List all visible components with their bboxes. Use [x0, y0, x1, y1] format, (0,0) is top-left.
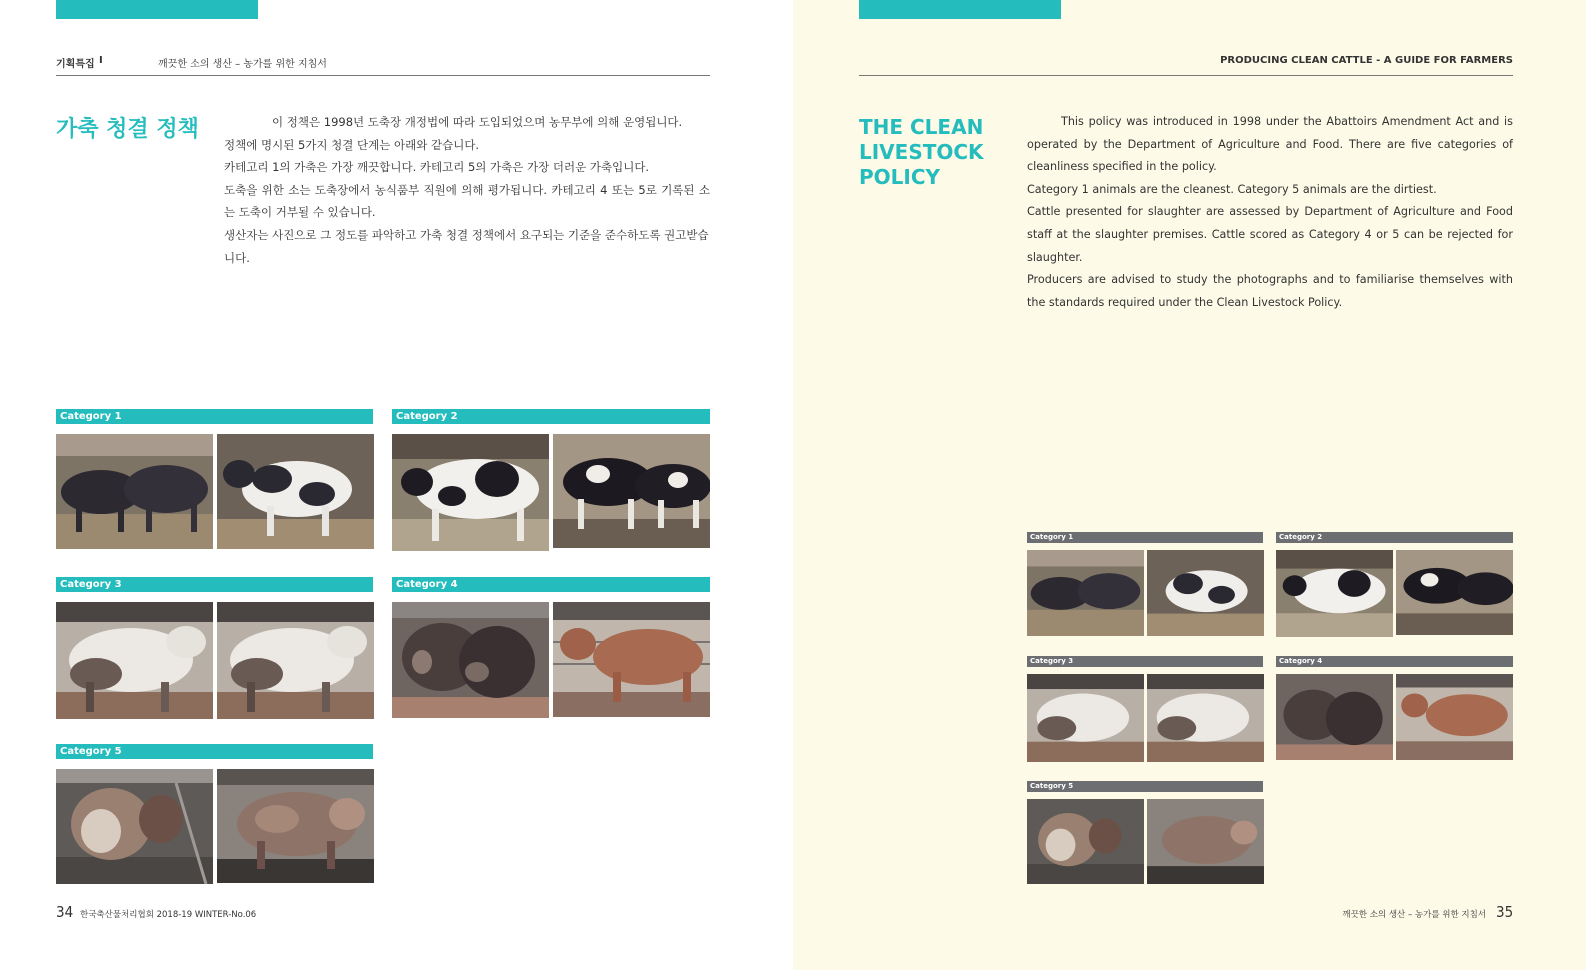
category-2-bar-small: Category 2	[1276, 532, 1513, 543]
header-section-label: 기획특집	[56, 59, 95, 70]
page-number: 34	[56, 903, 74, 921]
section-title: 가축 청결 정책	[56, 117, 199, 142]
category-1-bar-small: Category 1	[1027, 532, 1263, 543]
category-3-bar: Category 3	[56, 577, 373, 592]
header-title-english: PRODUCING CLEAN CATTLE - A GUIDE FOR FARMERS	[1220, 55, 1513, 66]
category-4-photo-b-small-image	[1396, 674, 1513, 760]
right-top-tab	[859, 0, 1061, 19]
paragraph-5: 생산자는 사진으로 그 정도를 파악하고 가축 청결 정책에서 요구되는 기준을 준수하도록 권고받습니다.	[224, 227, 709, 265]
category-5-photo-b-image	[217, 769, 374, 883]
title-line-3: POLICY	[859, 165, 941, 189]
category-2-photo-b-image	[553, 434, 710, 548]
paragraph-en-1: This policy was introduced in 1998 under the Abattoirs Amendment Act and is operated by the Department of Agriculture and Food. There are five categories of cleanliness specified in the policy.	[1027, 115, 1513, 174]
paragraph-en-4: Producers are advised to study the photographs and to familiarise themselves with the standards required under the Clean Livestock Policy.	[1027, 273, 1513, 309]
category-4-photo-a-small-image	[1276, 674, 1393, 760]
category-3-photo-b-image	[217, 602, 374, 719]
paragraph-2: 정책에 명시된 5가지 청결 단계는 아래와 같습니다.	[224, 137, 480, 152]
category-3-photo-a-small-image	[1027, 674, 1144, 762]
category-1-bar: Category 1	[56, 409, 373, 424]
category-3-bar-small: Category 3	[1027, 656, 1263, 667]
footer-text: 한국축산물처리협회 2018-19 WINTER-No.06	[80, 910, 257, 920]
header-separator: I	[99, 55, 103, 66]
category-4-bar: Category 4	[392, 577, 710, 592]
category-1-photo-b-small-image	[1147, 550, 1264, 636]
paragraph-en-3: Cattle presented for slaughter are assessed by Department of Agriculture and Food staff at the slaughter premises. Cattle scored as Category 4 or 5 can be rejected for slaughter.	[1027, 205, 1513, 264]
right-page	[793, 0, 1586, 970]
section-title-english	[859, 115, 984, 190]
category-3-photo-a-image	[56, 602, 213, 719]
header-rule-right	[859, 75, 1513, 76]
category-2-bar: Category 2	[392, 409, 710, 424]
category-1-photo-b-image	[217, 434, 374, 549]
footer-text-right: 깨끗한 소의 생산 – 농가를 위한 지침서	[1342, 910, 1486, 920]
category-5-photo-a-small-image	[1027, 799, 1144, 884]
category-5-photo-b-small-image	[1147, 799, 1264, 884]
paragraph-en-2: Category 1 animals are the cleanest. Category 5 animals are the dirtiest.	[1027, 182, 1437, 196]
category-5-photo-a-image	[56, 769, 213, 884]
category-5-bar-small: Category 5	[1027, 781, 1263, 792]
left-top-tab	[56, 0, 258, 19]
body-text-english	[1027, 111, 1513, 314]
category-5-bar: Category 5	[56, 744, 373, 759]
category-4-photo-a-image	[392, 602, 549, 718]
header-rule	[56, 75, 710, 76]
category-2-photo-b-small-image	[1396, 550, 1513, 635]
category-3-photo-b-small-image	[1147, 674, 1264, 762]
title-line-1: THE CLEAN	[859, 115, 984, 139]
page-number-right: 35	[1496, 903, 1514, 921]
category-2-photo-a-small-image	[1276, 550, 1393, 637]
paragraph-4: 도축을 위한 소는 도축장에서 농식품부 직원에 의해 평가됩니다. 카테고리 4 또는 5로 기록된 소는 도축이 거부될 수 있습니다.	[224, 182, 710, 220]
header-title: 깨끗한 소의 생산 – 농가를 위한 지침서	[158, 59, 327, 70]
category-4-photo-b-image	[553, 602, 710, 717]
body-text	[224, 111, 710, 269]
category-1-photo-a-small-image	[1027, 550, 1144, 636]
paragraph-3: 카테고리 1의 가축은 가장 깨끗합니다. 카테고리 5의 가축은 가장 더러운 가축입니다.	[224, 160, 650, 175]
category-4-bar-small: Category 4	[1276, 656, 1513, 667]
paragraph-1: 이 정책은 1998년 도축장 개정법에 따라 도입되었으며 농무부에 의해 운영됩니다.	[272, 115, 683, 129]
title-line-2: LIVESTOCK	[859, 140, 984, 164]
category-2-photo-a-image	[392, 434, 549, 551]
category-1-photo-a-image	[56, 434, 213, 549]
